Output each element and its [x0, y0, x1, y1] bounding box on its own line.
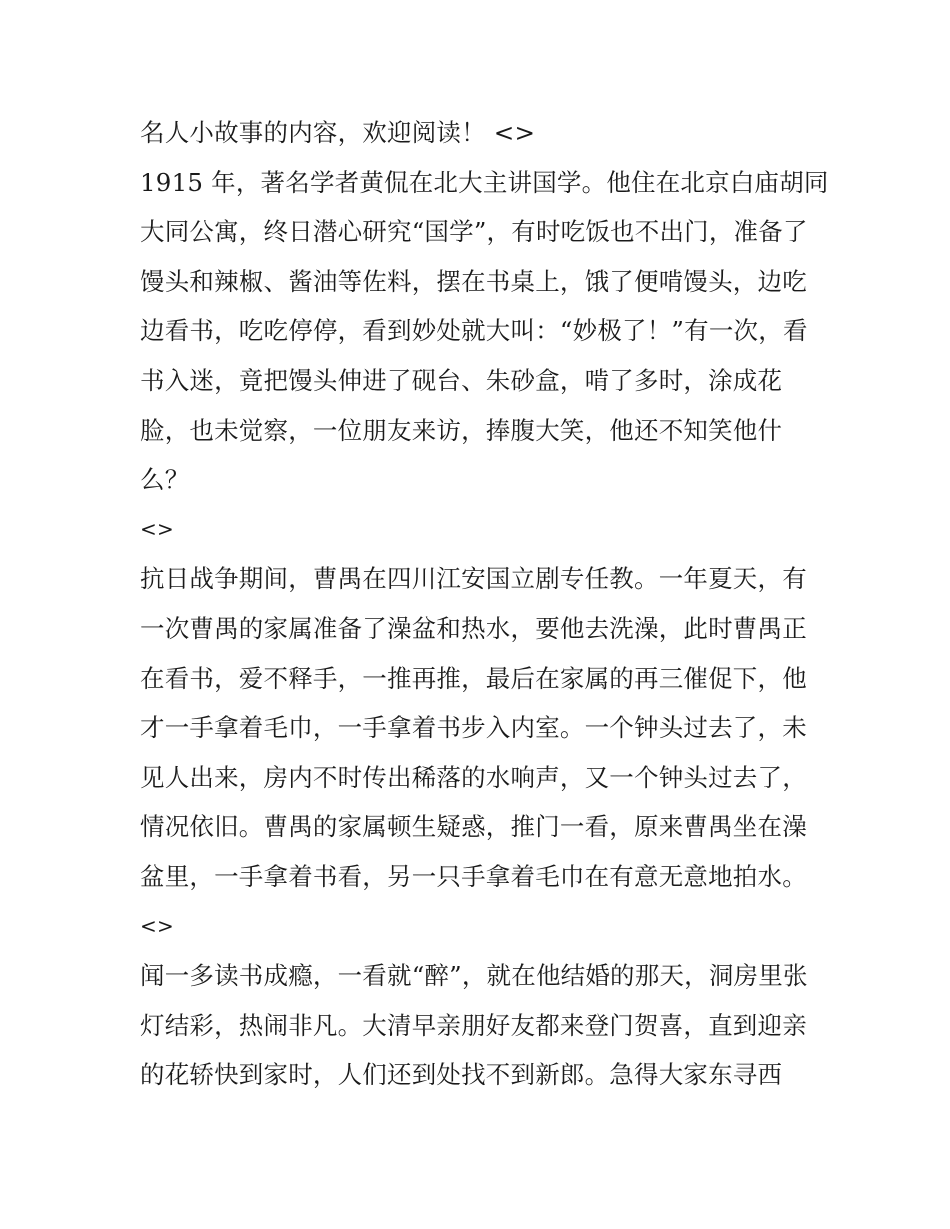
document-body [140, 108, 829, 1100]
intro-line: 名人小故事的内容，欢迎阅读！ <> [140, 118, 536, 147]
paragraph-3-line-2: 灯结彩，热闹非凡。大清早亲朋好友都来登门贺喜，直到迎亲 [140, 1010, 807, 1040]
separator-marker: <> [140, 516, 174, 541]
paragraph-2-line-2: 一次曹禺的家属准备了澡盆和热水，要他去洗澡，此时曹禺正 [140, 613, 807, 643]
paragraph-2-line-3: 在看书，爱不释手，一推再推，最后在家属的再三催促下，他 [140, 663, 807, 693]
paragraph-3-line-1: 闻一多读书成瘾，一看就“醉”，就在他结婚的那天，洞房里张 [140, 961, 808, 991]
paragraph-1-line-4: 边看书，吃吃停停，看到妙处就大叫：“妙极了！”有一次，看 [140, 316, 808, 346]
paragraph-3-line-3: 的花轿快到家时，人们还到处找不到新郎。急得大家东寻西 [140, 1060, 783, 1090]
paragraph-1-line-3: 馒头和辣椒、酱油等佐料，摆在书桌上，饿了便啃馒头，边吃 [140, 266, 807, 296]
paragraph-2-line-6: 情况依旧。曹禺的家属顿生疑惑，推门一看，原来曹禺坐在澡 [140, 812, 807, 842]
paragraph-1-line-7: 么？ [140, 465, 190, 495]
paragraph-2-line-1: 抗日战争期间，曹禺在四川江安国立剧专任教。一年夏天，有 [140, 564, 807, 594]
paragraph-1-line-1: 1915 年，著名学者黄侃在北大主讲国学。他住在北京白庙胡同 [140, 167, 829, 197]
paragraph-2-line-4: 才一手拿着毛巾，一手拿着书步入内室。一个钟头过去了，未 [140, 713, 807, 743]
paragraph-1-line-6: 脸，也未觉察，一位朋友来访，捧腹大笑，他还不知笑他什 [140, 415, 783, 445]
separator-marker: <> [140, 913, 174, 938]
paragraph-1-line-2: 大同公寓，终日潜心研究“国学”，有时吃饭也不出门，准备了 [140, 217, 808, 247]
paragraph-1-line-5: 书入迷，竟把馒头伸进了砚台、朱砂盒，啃了多时，涂成花 [140, 365, 783, 395]
paragraph-2-line-5: 见人出来，房内不时传出稀落的水响声，又一个钟头过去了， [140, 762, 807, 792]
paragraph-2-line-7: 盆里，一手拿着书看，另一只手拿着毛巾在有意无意地拍水。 [140, 861, 807, 891]
